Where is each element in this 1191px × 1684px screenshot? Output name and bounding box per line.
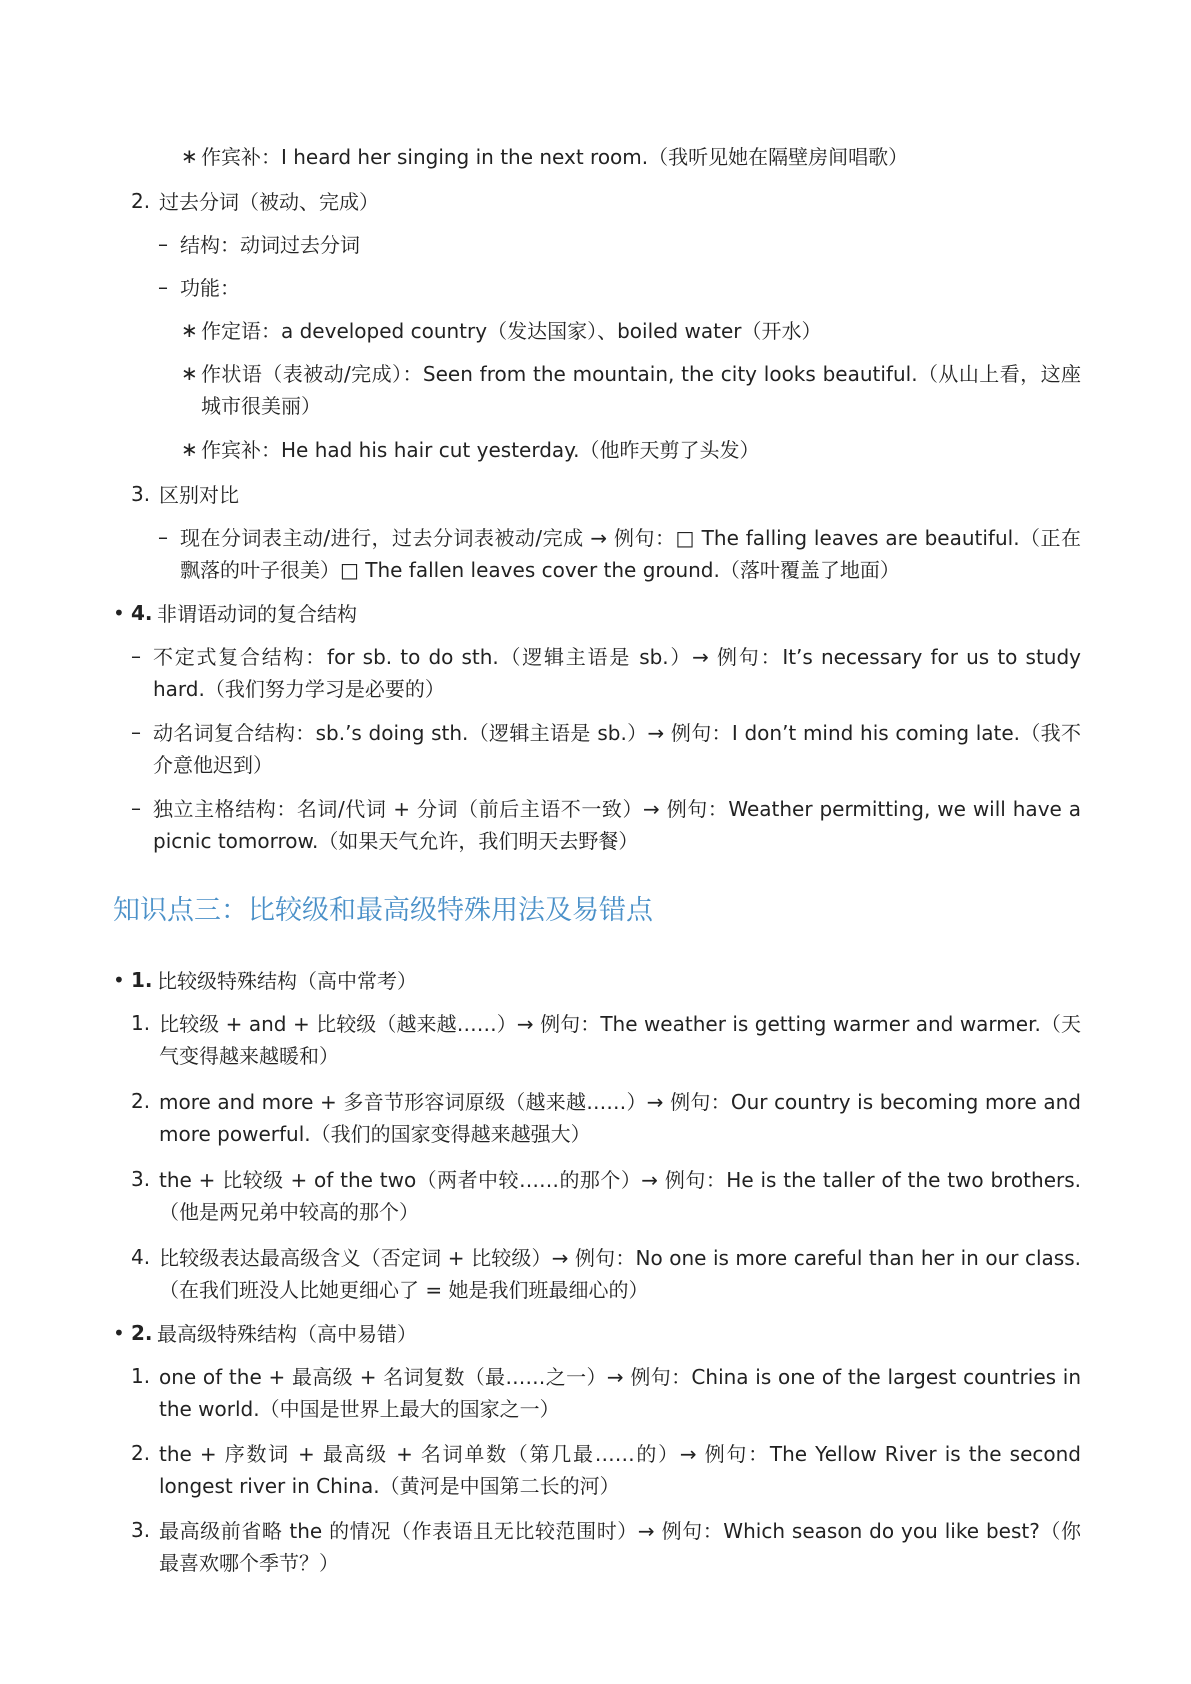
- item-text: 非谓语动词的复合结构: [157, 602, 357, 626]
- item-text: 作宾补：I heard her singing in the next room.（我听见她在隔壁房间唱歌）: [201, 145, 909, 169]
- item-text: 过去分词（被动、完成）: [159, 190, 379, 214]
- item-text: 比较级 + and + 比较级（越来越……）→ 例句：The weather is getting warmer and warmer.（天气变得越来越暖和）: [159, 1012, 1081, 1068]
- item-number: 1.: [131, 1011, 151, 1035]
- dash-bullet: –: [158, 232, 168, 256]
- item-text: 作定语：a developed country（发达国家）、boiled water（开水）: [201, 319, 822, 343]
- item-number: 3.: [131, 1167, 151, 1191]
- item-number: 4.: [131, 601, 153, 625]
- item-text: 作状语（表被动/完成）：Seen from the mountain, the city looks beautiful.（从山上看，这座城市很美丽）: [201, 362, 1081, 418]
- item-text: 独立主格结构：名词/代词 + 分词（前后主语不一致）→ 例句：Weather permitting, we will have a picnic tomorrow.（如果天气允许，我们明天去野餐）: [153, 797, 1081, 853]
- dash-bullet: –: [158, 525, 168, 549]
- item-number: 3.: [131, 1518, 151, 1542]
- item-text: 比较级特殊结构（高中常考）: [157, 969, 417, 993]
- bullet-dot: •: [113, 1321, 125, 1345]
- item-text: 区别对比: [159, 483, 239, 507]
- asterisk-bullet: ∗: [181, 144, 198, 168]
- bullet-dot: •: [113, 601, 125, 625]
- item-text: 结构：动词过去分词: [180, 233, 360, 257]
- item-text: 动名词复合结构：sb.’s doing sth.（逻辑主语是 sb.）→ 例句：I don’t mind his coming late.（我不介意他迟到）: [153, 721, 1081, 777]
- dash-bullet: –: [158, 275, 168, 299]
- item-text: 现在分词表主动/进行，过去分词表被动/完成 → 例句：□ The falling leaves are beautiful.（正在飘落的叶子很美）□ The fallen leaves cover the ground.（落叶覆盖了地面）: [180, 526, 1081, 582]
- item-number: 2.: [131, 1321, 153, 1345]
- asterisk-bullet: ∗: [181, 361, 198, 385]
- item-text: more and more + 多音节形容词原级（越来越……）→ 例句：Our country is becoming more and more powerful.（我们的国家变得越来越强大）: [159, 1090, 1081, 1146]
- item-number: 2.: [131, 1441, 151, 1465]
- dash-bullet: –: [131, 796, 141, 820]
- item-text: 不定式复合结构：for sb. to do sth.（逻辑主语是 sb.）→ 例句：It’s necessary for us to study hard.（我们努力学习是必要的）: [153, 645, 1081, 701]
- item-text: 作宾补：He had his hair cut yesterday.（他昨天剪了头发）: [201, 438, 760, 462]
- item-text: one of the + 最高级 + 名词复数（最……之一）→ 例句：China is one of the largest countries in the world.（中国是世界上最大的国家之一）: [159, 1365, 1081, 1421]
- item-text: 最高级特殊结构（高中易错）: [157, 1322, 417, 1346]
- item-text: 比较级表达最高级含义（否定词 + 比较级）→ 例句：No one is more careful than her in our class.（在我们班没人比她更细心了 = 她是我们班最细心的）: [159, 1246, 1081, 1302]
- item-text: the + 比较级 + of the two（两者中较……的那个）→ 例句：He is the taller of the two brothers.（他是两兄弟中较高的那个）: [159, 1168, 1081, 1224]
- item-number: 1.: [131, 968, 153, 992]
- item-number: 4.: [131, 1245, 151, 1269]
- item-number: 3.: [131, 482, 151, 506]
- section-heading: 知识点三：比较级和最高级特殊用法及易错点: [113, 895, 653, 926]
- dash-bullet: –: [131, 720, 141, 744]
- bullet-dot: •: [113, 968, 125, 992]
- item-text: the + 序数词 + 最高级 + 名词单数（第几最……的）→ 例句：The Yellow River is the second longest river in China.（黄河是中国第二长的河）: [159, 1442, 1081, 1498]
- asterisk-bullet: ∗: [181, 437, 198, 461]
- item-text: 最高级前省略 the 的情况（作表语且无比较范围时）→ 例句：Which season do you like best?（你最喜欢哪个季节？）: [159, 1519, 1081, 1575]
- item-number: 2.: [131, 1089, 151, 1113]
- item-text: 功能：: [180, 276, 240, 300]
- asterisk-bullet: ∗: [181, 318, 198, 342]
- item-number: 2.: [131, 189, 151, 213]
- item-number: 1.: [131, 1364, 151, 1388]
- dash-bullet: –: [131, 644, 141, 668]
